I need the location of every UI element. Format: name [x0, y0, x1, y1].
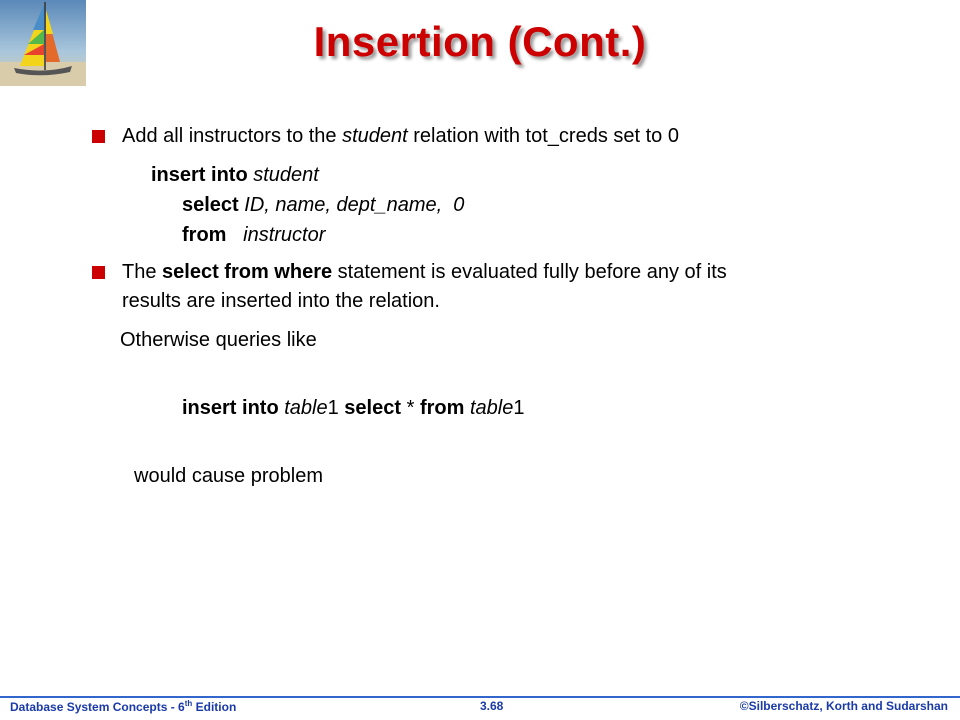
- query2-t1: table: [284, 397, 328, 419]
- bullet-marker-1: [92, 130, 105, 143]
- footer-divider: [0, 696, 960, 698]
- query2-t2: table: [469, 397, 514, 419]
- query2-t2-suffix: 1: [513, 397, 525, 419]
- query2-star: *: [406, 397, 415, 419]
- footer-copyright: ©Silberschatz, Korth and Sudarshan: [739, 699, 948, 713]
- kw2-select: select: [344, 397, 402, 419]
- footer-book: Database System Concepts - 6: [10, 700, 185, 714]
- bullet-1-pre: Add all instructors to the: [122, 125, 343, 147]
- bullet-2-strong: select from where: [162, 261, 333, 283]
- query1-line-from: [182, 223, 325, 247]
- slide-title: Insertion (Cont.): [313, 18, 647, 65]
- query2-line: [182, 396, 524, 420]
- bullet-2-line-2: results are inserted into the relation.: [122, 290, 440, 312]
- footer-edition-sup: th: [184, 699, 193, 708]
- otherwise-text: Otherwise queries like: [120, 329, 317, 351]
- bullet-2-line-1: [122, 260, 727, 284]
- bullet-2-pre: The: [122, 261, 163, 283]
- bullet-2-line1-post: statement is evaluated fully before any of its: [332, 261, 727, 283]
- bullet-1-em: student: [342, 125, 408, 147]
- footer-page-number: 3.68: [480, 699, 504, 713]
- query1-line-insert: [151, 163, 319, 187]
- bullet-1-post: relation with tot_creds set to 0: [407, 125, 679, 147]
- kw2-insert-into: insert into: [182, 397, 279, 419]
- kw-select: select: [182, 194, 239, 216]
- query1-columns: ID, name, dept_name, 0: [244, 194, 465, 216]
- kw-from: from: [182, 224, 227, 246]
- query1-table: student: [253, 164, 319, 186]
- query2-t1-suffix: 1: [327, 397, 339, 419]
- footer-edition-rest: Edition: [192, 700, 237, 714]
- query1-source: instructor: [243, 224, 326, 246]
- query1-line-select: [182, 193, 464, 217]
- kw2-from: from: [419, 397, 465, 419]
- footer-book-title: [10, 699, 236, 714]
- bullet-1-text: [122, 124, 679, 148]
- bullet-marker-2: [92, 266, 105, 279]
- kw-insert-into: insert into: [151, 164, 248, 186]
- conclusion-text: would cause problem: [134, 465, 323, 487]
